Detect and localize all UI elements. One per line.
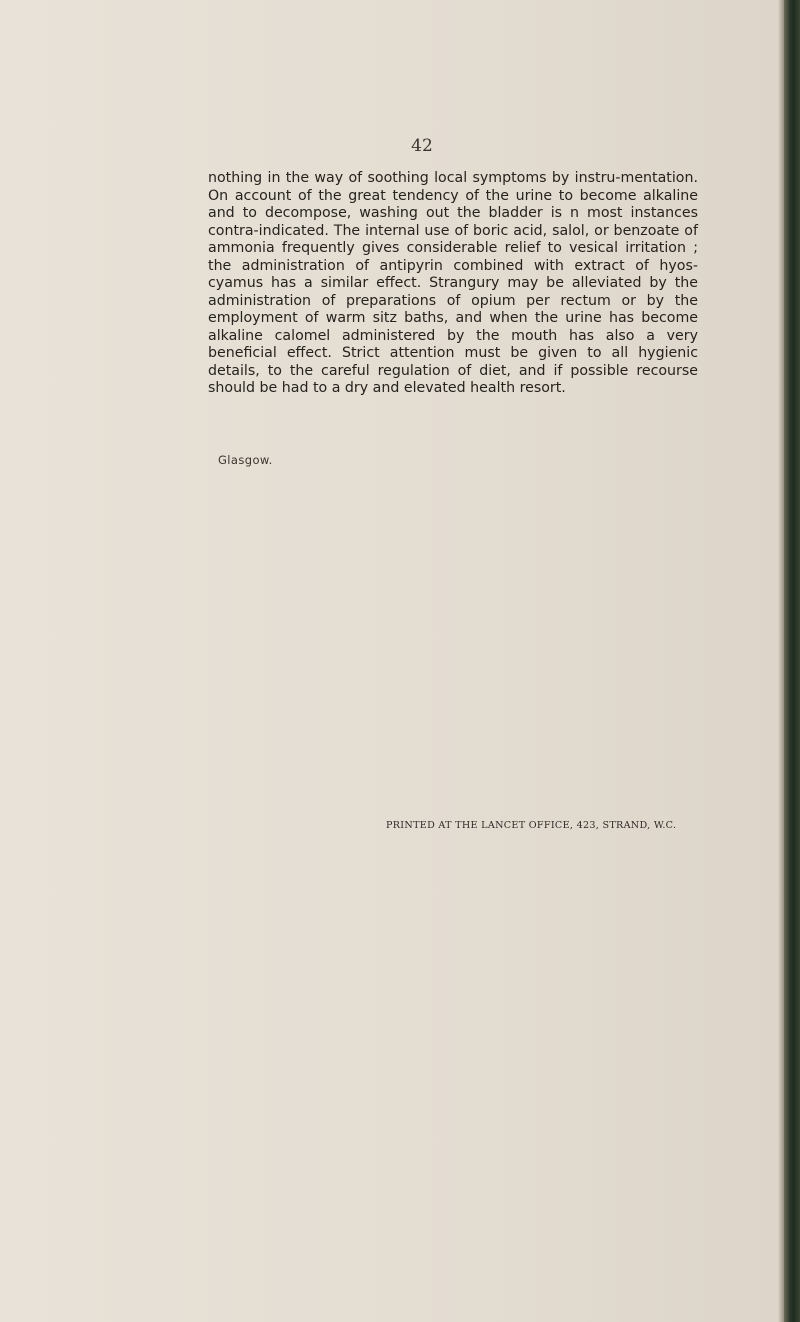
printer-imprint: PRINTED AT THE LANCET OFFICE, 423, STRAND, W.C. xyxy=(386,820,677,831)
binding-edge xyxy=(784,0,800,1322)
body-paragraph: nothing in the way of soothing local symptoms by instru-mentation. On account of the great tendency of the urine to become alkaline and to decompose, washing out the bladder is n most instances contra-indicated. The internal use of boric acid, salol, or benzoate of ammonia frequently gives considerable relief to vesical irritation ; the administration of antipyrin combined with extract of hyos-cyamus has a similar effect. Strangury may be alleviated by the administration of preparations of opium per rectum or by the employment of warm sitz baths, and when the urine has become alkaline calomel administered by the mouth has also a very beneficial effect. Strict attention must be given to all hygienic details, to the careful regulation of diet, and if possible recourse should be had to a dry and elevated health resort. xyxy=(208,170,698,396)
page-number: 42 xyxy=(411,136,433,156)
place-signature: Glasgow. xyxy=(218,453,273,467)
